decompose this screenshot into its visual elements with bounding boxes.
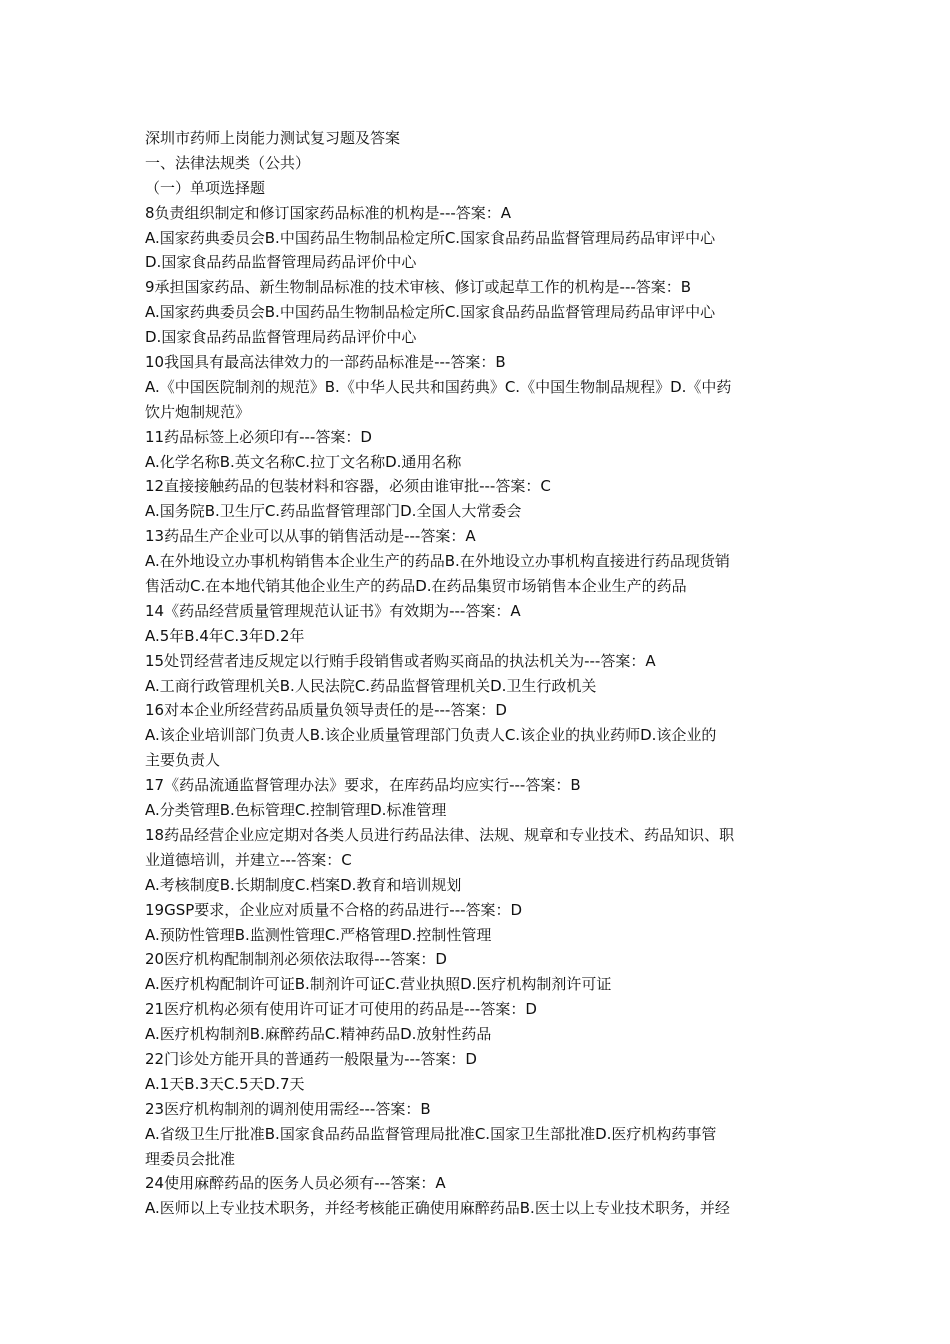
- text-line: 15处罚经营者违反规定以行贿手段销售或者购买商品的执法机关为---答案：A: [145, 651, 656, 670]
- text-line: 8负责组织制定和修订国家药品标准的机构是---答案：A: [145, 203, 512, 222]
- text-line: A.预防性管理B.监测性管理C.严格管理D.控制性管理: [145, 925, 492, 944]
- text-line: 理委员会批准: [145, 1149, 236, 1168]
- text-line: A.医疗机构配制许可证B.制剂许可证C.营业执照D.医疗机构制剂许可证: [145, 975, 612, 994]
- section-heading: 一、法律法规类（公共）: [145, 153, 311, 172]
- text-line: 16对本企业所经营药品质量负领导责任的是---答案：D: [145, 701, 507, 720]
- text-line: 20医疗机构配制制剂必须依法取得---答案：D: [145, 950, 447, 969]
- text-line: 14《药品经营质量管理规范认证书》有效期为---答案：A: [145, 601, 521, 620]
- text-line: A.该企业培训部门负责人B.该企业质量管理部门负责人C.该企业的执业药师D.该企业的: [145, 726, 717, 745]
- text-line: A.1天B.3天C.5天D.7天: [145, 1074, 305, 1093]
- text-line: 19GSP要求，企业应对质量不合格的药品进行---答案：D: [145, 900, 523, 919]
- text-line: 21医疗机构必须有使用许可证才可使用的药品是---答案：D: [145, 1000, 537, 1019]
- text-line: 11药品标签上必须印有---答案：D: [145, 427, 372, 446]
- text-line: 24使用麻醉药品的医务人员必须有---答案：A: [145, 1174, 446, 1193]
- text-line: A.省级卫生厅批准B.国家食品药品监督管理局批准C.国家卫生部批准D.医疗机构药事管: [145, 1124, 717, 1143]
- text-line: A.国家药典委员会B.中国药品生物制品检定所C.国家食品药品监督管理局药品审评中心: [145, 303, 716, 322]
- text-line: D.国家食品药品监督管理局药品评价中心: [145, 328, 417, 347]
- text-line: 23医疗机构制剂的调剂使用需经---答案：B: [145, 1099, 431, 1118]
- text-line: 主要负责人: [145, 751, 221, 770]
- question-list: [145, 201, 810, 1222]
- text-line: A.化学名称B.英文名称C.拉丁文名称D.通用名称: [145, 452, 462, 471]
- text-line: 17《药品流通监督管理办法》要求，在库药品均应实行---答案：B: [145, 776, 581, 795]
- text-line: A.5年B.4年C.3年D.2年: [145, 626, 305, 645]
- text-line: 售活动C.在本地代销其他企业生产的药品D.在药品集贸市场销售本企业生产的药品: [145, 577, 687, 596]
- text-line: A.工商行政管理机关B.人民法院C.药品监督管理机关D.卫生行政机关: [145, 676, 597, 695]
- text-line: A.医疗机构制剂B.麻醉药品C.精神药品D.放射性药品: [145, 1025, 492, 1044]
- text-line: 9承担国家药品、新生物制品标准的技术审核、修订或起草工作的机构是---答案：B: [145, 278, 692, 297]
- subsection-heading: （一）单项选择题: [145, 178, 266, 197]
- text-line: 13药品生产企业可以从事的销售活动是---答案：A: [145, 527, 476, 546]
- text-line: A.国家药典委员会B.中国药品生物制品检定所C.国家食品药品监督管理局药品审评中心: [145, 228, 716, 247]
- text-line: 12直接接触药品的包装材料和容器，必须由谁审批---答案：C: [145, 477, 551, 496]
- text-line: D.国家食品药品监督管理局药品评价中心: [145, 253, 417, 272]
- text-line: 10我国具有最高法律效力的一部药品标准是---答案：B: [145, 353, 506, 372]
- text-line: A.国务院B.卫生厅C.药品监督管理部门D.全国人大常委会: [145, 502, 522, 521]
- document-page: [145, 126, 810, 1221]
- text-line: 18药品经营企业应定期对各类人员进行药品法律、法规、规章和专业技术、药品知识、职: [145, 825, 735, 844]
- text-line: A.分类管理B.色标管理C.控制管理D.标准管理: [145, 801, 447, 820]
- text-line: 饮片炮制规范》: [145, 402, 251, 421]
- text-line: A.《中国医院制剂的规范》B.《中华人民共和国药典》C.《中国生物制品规程》D.《中药: [145, 377, 732, 396]
- text-line: A.医师以上专业技术职务，并经考核能正确使用麻醉药品B.医士以上专业技术职务，并经: [145, 1199, 730, 1218]
- text-line: 业道德培训，并建立---答案：C: [145, 850, 352, 869]
- text-line: A.考核制度B.长期制度C.档案D.教育和培训规划: [145, 875, 462, 894]
- document-title: 深圳市药师上岗能力测试复习题及答案: [145, 129, 401, 147]
- text-line: 22门诊处方能开具的普通药一般限量为---答案：D: [145, 1049, 477, 1068]
- text-line: A.在外地设立办事机构销售本企业生产的药品B.在外地设立办事机构直接进行药品现货销: [145, 552, 730, 571]
